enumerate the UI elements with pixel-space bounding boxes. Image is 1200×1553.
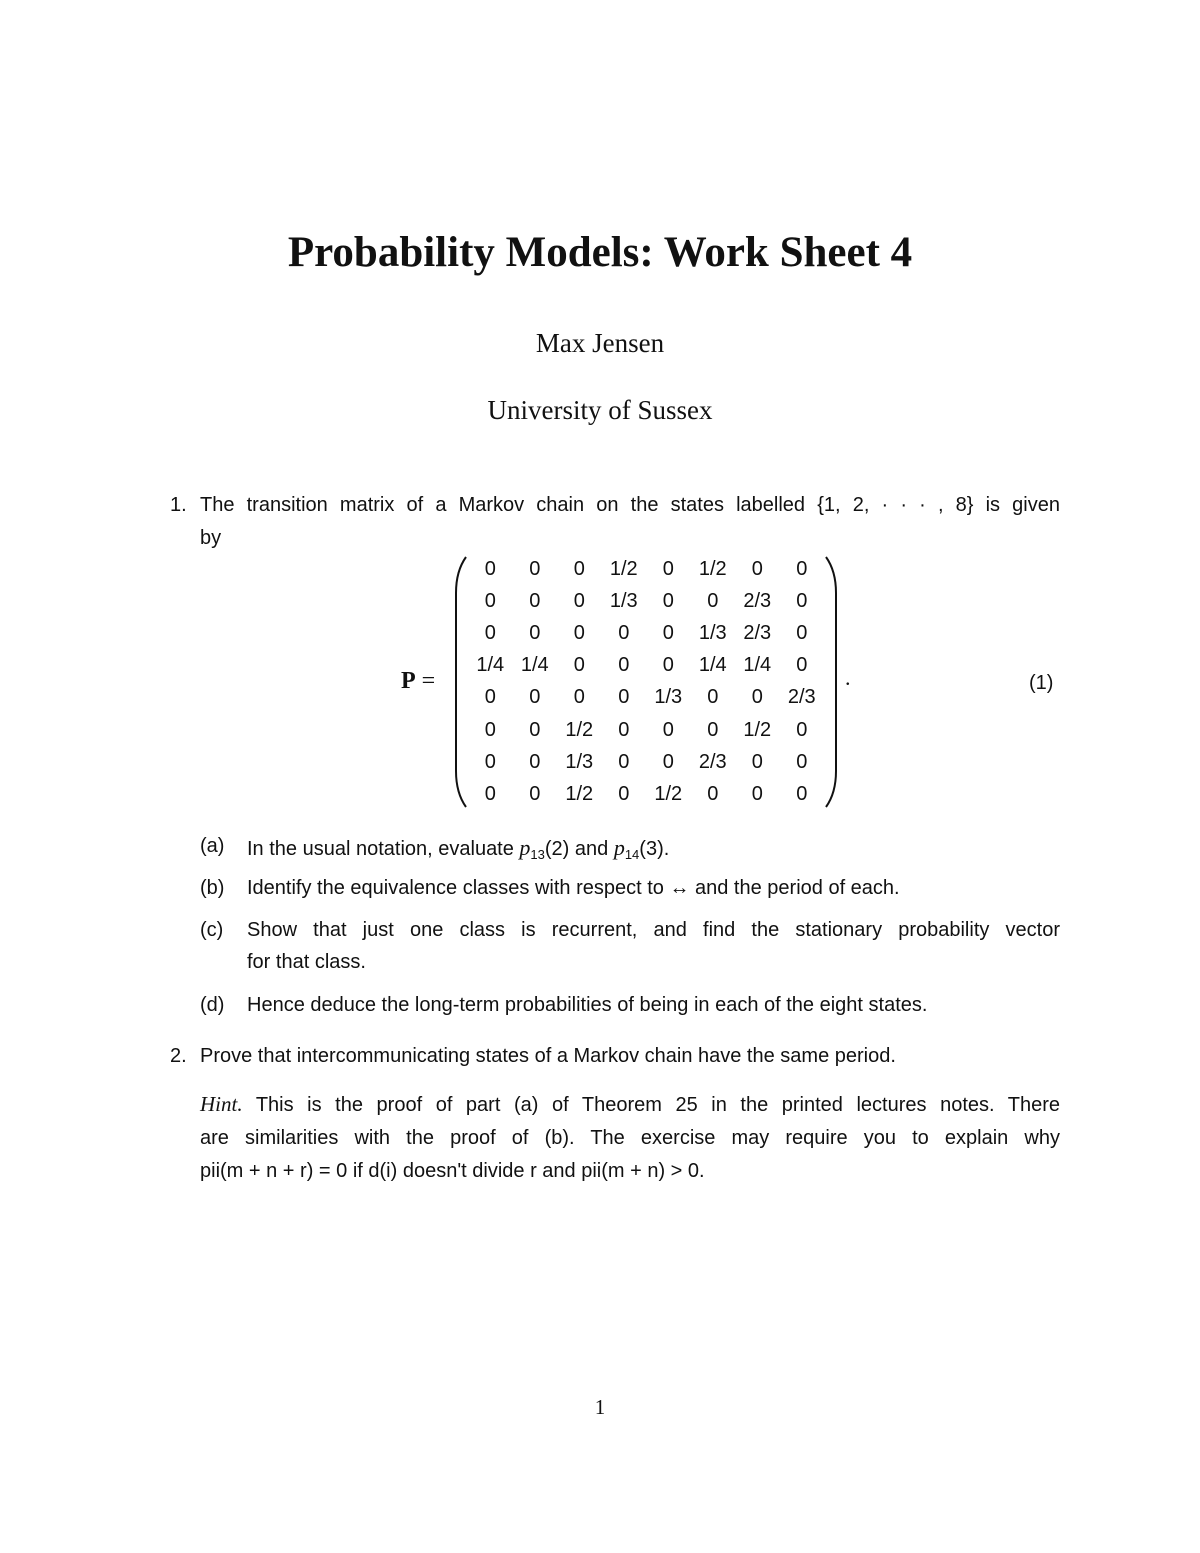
part-c-line1: Show that just one class is recurrent, and find the stationary probability vector — [247, 919, 1060, 941]
matrix-row — [468, 714, 824, 746]
matrix-cell: 0 — [662, 718, 674, 741]
equation-period: . — [845, 665, 851, 690]
matrix-cell: 1/4 — [743, 654, 772, 677]
hint-paragraph — [200, 1088, 1060, 1188]
right-paren-icon — [822, 553, 842, 811]
left-paren-icon — [450, 553, 470, 811]
matrix-cell: 2/3 — [743, 589, 772, 612]
matrix-cell: 0 — [796, 557, 808, 580]
part-a-and: and — [569, 838, 614, 860]
part-a-text — [247, 835, 1060, 862]
matrix-cell: 1/2 — [654, 782, 683, 805]
matrix-cell: 0 — [573, 654, 585, 677]
matrix-cell: 0 — [751, 782, 763, 805]
hint-line-2: are similarities with the proof of (b). The exercise may require you to explain why — [200, 1127, 1060, 1149]
matrix-cell: 0 — [484, 718, 496, 741]
matrix-cell: 1/2 — [609, 557, 638, 580]
matrix-cell: 0 — [796, 654, 808, 677]
question-1-text: The transition matrix of a Markov chain on the states labelled {1, 2, · · · , 8} is given — [200, 494, 1060, 516]
p-sub-13: 13 — [530, 847, 545, 862]
matrix-cell: 0 — [529, 621, 541, 644]
matrix-cell: 1/4 — [476, 654, 505, 677]
question-1-text-cont: by — [200, 527, 222, 549]
question-1-number: 1. — [170, 494, 187, 516]
matrix-cell: 0 — [484, 557, 496, 580]
matrix-row — [468, 746, 824, 778]
hint-label: Hint. — [200, 1092, 243, 1116]
matrix-cell: 1/3 — [698, 621, 727, 644]
p-sub-14: 14 — [624, 847, 640, 862]
matrix-cell: 0 — [707, 718, 719, 741]
matrix-row — [468, 617, 824, 649]
transition-matrix — [450, 553, 840, 811]
matrix-cell: 0 — [484, 589, 496, 612]
affiliation: University of Sussex — [487, 395, 713, 425]
question-2-text: Prove that intercommunicating states of a Markov chain have the same period. — [200, 1045, 896, 1067]
matrix-cell: 0 — [662, 750, 674, 773]
matrix-cell: 0 — [618, 654, 630, 677]
matrix-cell: 0 — [662, 557, 674, 580]
matrix-cell: 0 — [529, 782, 541, 805]
part-b-label: (b) — [200, 877, 225, 899]
part-c-line2: for that class. — [247, 951, 366, 973]
matrix-cell: 0 — [529, 686, 541, 709]
matrix-cell: 2/3 — [787, 686, 816, 709]
matrix-cell: 0 — [573, 589, 585, 612]
matrix-cell: 0 — [529, 750, 541, 773]
matrix-cell: 0 — [529, 718, 541, 741]
matrix-cell: 1/3 — [609, 589, 638, 612]
page-number: 1 — [594, 1395, 606, 1419]
matrix-cell: 1/3 — [654, 686, 683, 709]
matrix-cell: 0 — [484, 621, 496, 644]
matrix-cell: 0 — [662, 654, 674, 677]
matrix-cell: 0 — [573, 557, 585, 580]
matrix-cell: 0 — [796, 782, 808, 805]
matrix-cell: 0 — [529, 557, 541, 580]
part-b-text: Identify the equivalence classes with respect to ↔ and the period of each. — [247, 877, 900, 899]
matrix-cell: 0 — [751, 750, 763, 773]
matrix-cell: 0 — [618, 621, 630, 644]
matrix-cell: 1/4 — [698, 654, 727, 677]
matrix-cell: 0 — [529, 589, 541, 612]
author-name: Max Jensen — [535, 328, 665, 358]
matrix-cell: 0 — [662, 621, 674, 644]
matrix-cell: 0 — [618, 718, 630, 741]
matrix-cell: 0 — [707, 686, 719, 709]
matrix-cell: 0 — [484, 686, 496, 709]
matrix-row — [468, 553, 824, 585]
matrix-cell: 0 — [707, 589, 719, 612]
matrix-cell: 0 — [484, 750, 496, 773]
part-c-label: (c) — [200, 919, 224, 941]
hint-line-1 — [200, 1088, 1060, 1122]
matrix-cell: 1/2 — [743, 718, 772, 741]
matrix-row — [468, 778, 824, 810]
p-symbol: p — [519, 835, 531, 860]
hint-line-1-text: This is the proof of part (a) of Theorem 25 in the printed lectures notes. There — [255, 1094, 1061, 1116]
matrix-cell: 0 — [751, 557, 763, 580]
p-symbol-2: p — [613, 835, 625, 860]
matrix-cell: 0 — [796, 589, 808, 612]
matrix-cell: 1/2 — [565, 718, 594, 741]
p-arg-2: (2) — [544, 838, 570, 860]
matrix-cell: 0 — [751, 686, 763, 709]
matrix-cell: 0 — [484, 782, 496, 805]
matrix-cell: 0 — [796, 750, 808, 773]
matrix-cell: 1/3 — [565, 750, 594, 773]
matrix-row — [468, 682, 824, 714]
part-a-label: (a) — [200, 835, 225, 857]
matrix-cell: 0 — [796, 621, 808, 644]
matrix-cell: 2/3 — [698, 750, 727, 773]
p-arg-3: (3). — [639, 838, 670, 860]
matrix-cell: 0 — [573, 621, 585, 644]
matrix-symbol: P — [401, 668, 416, 694]
equals-sign: = — [421, 668, 436, 694]
matrix-cell: 0 — [707, 782, 719, 805]
matrix-row — [468, 650, 824, 682]
matrix-row — [468, 585, 824, 617]
matrix-cell: 0 — [618, 782, 630, 805]
matrix-cell: 0 — [618, 686, 630, 709]
matrix-cell: 0 — [573, 686, 585, 709]
matrix-label — [401, 668, 435, 695]
equation-number: (1) — [1029, 672, 1054, 694]
part-d-label: (d) — [200, 994, 225, 1016]
hint-line-3: pii(m + n + r) = 0 if d(i) doesn't divide r and pii(m + n) > 0. — [200, 1160, 705, 1182]
part-d-text: Hence deduce the long-term probabilities of being in each of the eight states. — [247, 994, 928, 1016]
matrix-cell: 1/2 — [565, 782, 594, 805]
part-a-pre: In the usual notation, evaluate — [247, 838, 520, 860]
matrix-cell: 0 — [618, 750, 630, 773]
matrix-cell: 1/4 — [520, 654, 549, 677]
matrix-cell: 0 — [796, 718, 808, 741]
matrix-cell: 1/2 — [698, 557, 727, 580]
matrix-table — [468, 553, 824, 811]
page-title: Probability Models: Work Sheet 4 — [287, 229, 913, 276]
question-2-number: 2. — [170, 1045, 187, 1067]
matrix-cell: 2/3 — [743, 621, 772, 644]
matrix-cell: 0 — [662, 589, 674, 612]
